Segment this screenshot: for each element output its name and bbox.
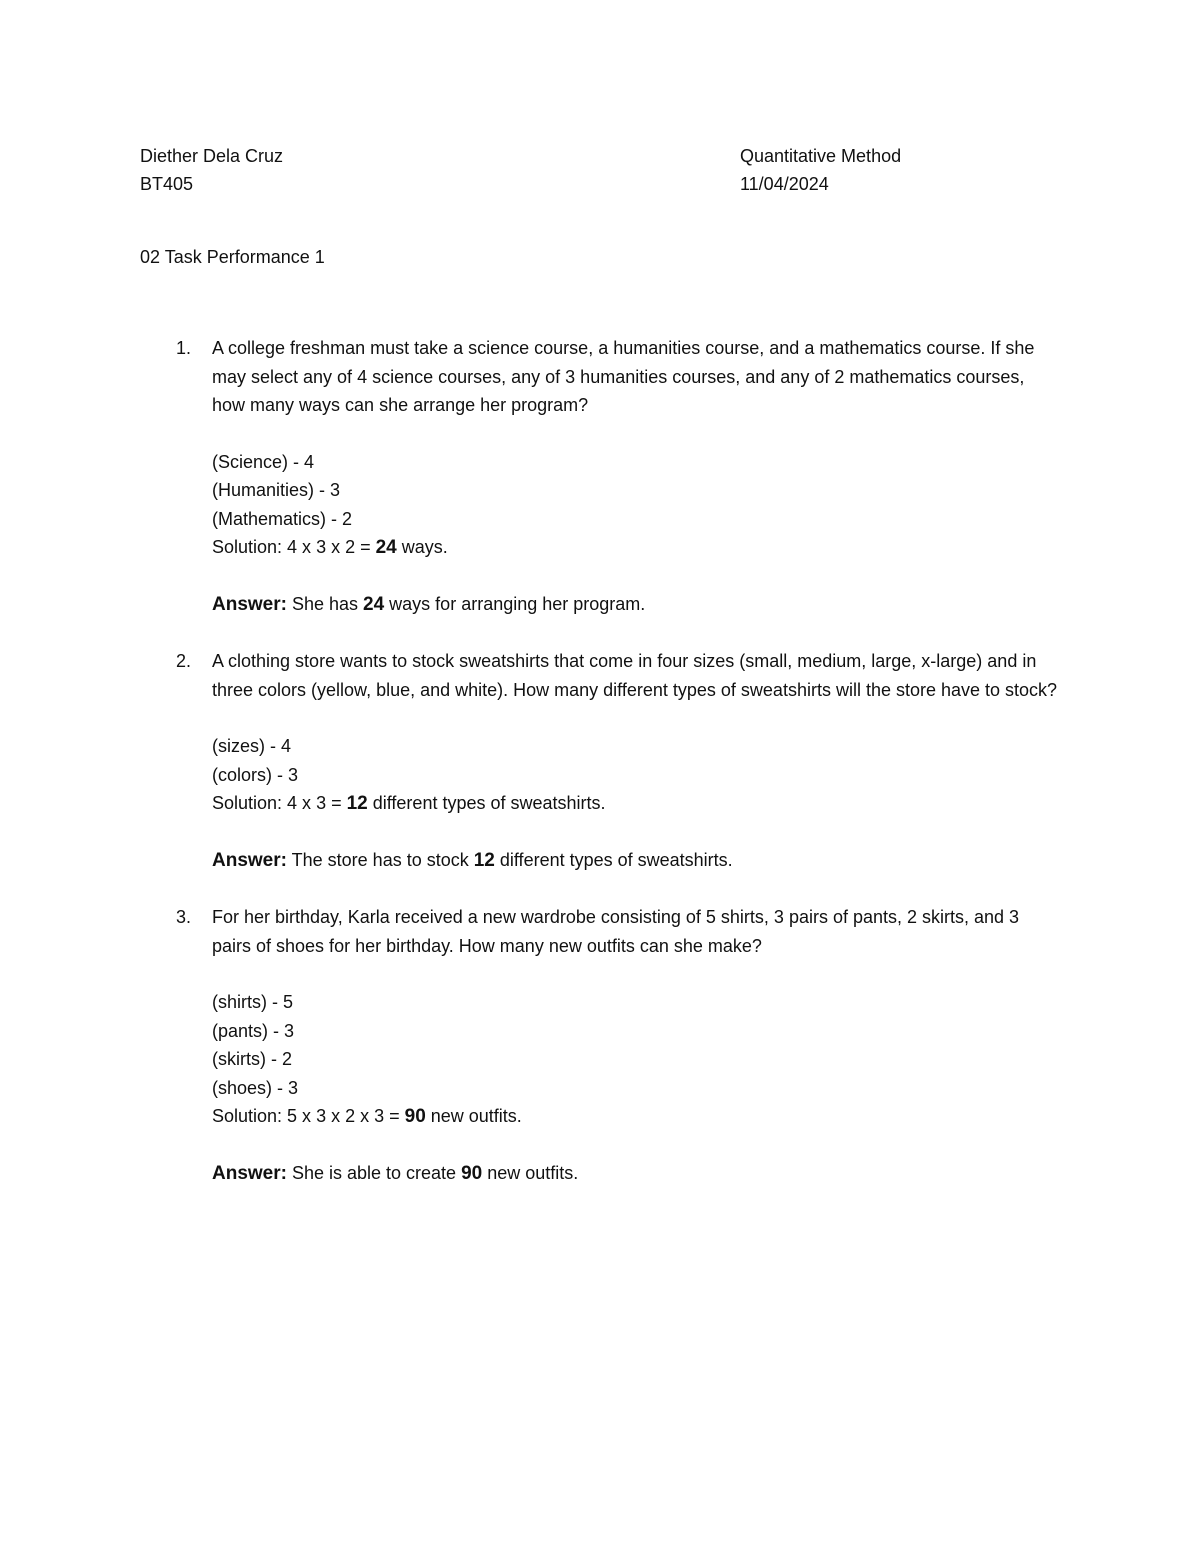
solution-suffix: different types of sweatshirts. [367,793,606,813]
answer-prefix: She is able to create [286,1162,462,1183]
given-item: (shirts) - 5 [212,992,293,1012]
given-item: (skirts) - 2 [212,1049,292,1069]
question-number: 1. [176,338,192,358]
answer-prefix: The store has to stock [286,849,474,870]
document-header [140,144,940,200]
givens-list [212,732,1062,818]
given-item: (Humanities) - 3 [212,480,341,500]
header-row-1 [140,144,940,172]
given-item: (Science) - 4 [212,451,315,472]
solution-value: 90 [404,1106,426,1127]
question-body [212,903,1062,1188]
question-body [212,334,1062,619]
answer-value: 90 [461,1162,483,1184]
answer-label: Answer: [212,593,287,615]
solution-suffix: new outfits. [425,1106,522,1126]
given-item: (sizes) - 4 [212,736,292,756]
answer-value: 12 [473,849,495,871]
solution-value: 12 [346,793,368,814]
answer-line [212,590,1062,620]
course-name: Quantitative Method [740,146,902,166]
answer-value: 24 [363,593,385,615]
question-text: For her birthday, Karla received a new wardrobe consisting of 5 shirts, 3 pairs of pants, 2 skirts, and 3 pairs of shoes for her birthday. How many new outfits can she make? [212,907,1020,956]
question-2 [140,647,1070,875]
question-number: 3. [176,907,192,927]
solution-prefix: Solution: 4 x 3 = [212,793,347,813]
section-code: BT405 [140,174,194,194]
question-text: A college freshman must take a science course, a humanities course, and a mathematics course. If she may select any of 4 science courses, any of 3 humanities courses, and any of 2 mathematics courses, how many ways can she arrange her program? [212,338,1035,415]
question-1 [140,334,1070,619]
answer-suffix: new outfits. [482,1162,579,1183]
solution-prefix: Solution: 5 x 3 x 2 x 3 = [212,1106,405,1126]
question-text: A clothing store wants to stock sweatshirts that come in four sizes (small, medium, large, x-large) and in three colors (yellow, blue, and white). How many different types of sweatshirts will the store have to stock? [212,651,1058,700]
answer-prefix: She has [286,593,364,614]
question-body [212,647,1062,875]
question-number: 2. [176,651,192,671]
answer-suffix: different types of sweatshirts. [494,849,733,870]
answer-suffix: ways for arranging her program. [384,593,646,614]
givens-list [212,988,1062,1131]
given-item: (pants) - 3 [212,1020,295,1041]
given-item: (colors) - 3 [212,764,299,785]
answer-line [212,1159,1062,1189]
answer-label: Answer: [212,849,287,871]
header-row-2 [140,172,940,200]
answer-label: Answer: [212,1162,287,1184]
answer-line [212,846,1062,876]
task-title: 02 Task Performance 1 [140,247,325,267]
given-item: (shoes) - 3 [212,1077,299,1098]
solution-line [212,533,1062,562]
givens-list [212,448,1062,562]
student-name: Diether Dela Cruz [140,146,284,166]
solution-line [212,789,1062,818]
solution-line [212,1102,1062,1131]
solution-value: 24 [375,537,397,558]
question-list [140,334,1070,1216]
question-3 [140,903,1070,1188]
given-item: (Mathematics) - 2 [212,508,353,529]
solution-suffix: ways. [396,537,448,557]
solution-prefix: Solution: 4 x 3 x 2 = [212,537,376,557]
document-date: 11/04/2024 [740,174,829,194]
